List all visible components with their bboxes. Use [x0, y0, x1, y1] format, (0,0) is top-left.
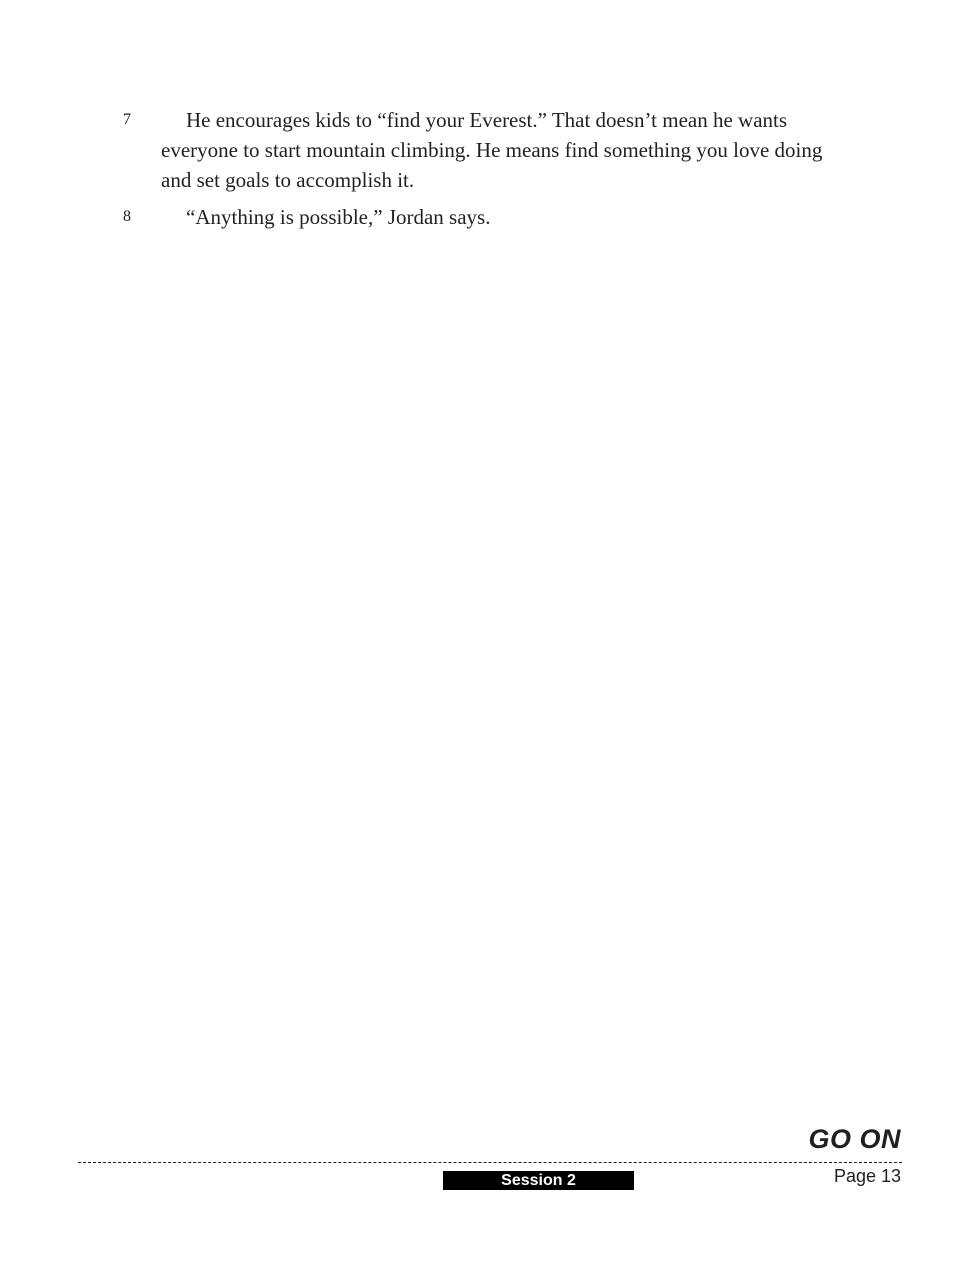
paragraph-number: 7 [123, 111, 131, 128]
session-label: Session 2 [443, 1171, 634, 1190]
go-on-label: GO ON [808, 1124, 901, 1154]
paragraph-text: He encourages kids to “find your Everest.” That doesn’t mean he wants everyone to start mountain climbing. He means find something you love doing and set goals to accomplish it. [161, 108, 823, 192]
paragraph-text: “Anything is possible,” Jordan says. [186, 205, 491, 229]
page-number: Page 13 [833, 1166, 901, 1186]
footer-divider [78, 1162, 902, 1163]
paragraph-number: 8 [123, 208, 131, 225]
